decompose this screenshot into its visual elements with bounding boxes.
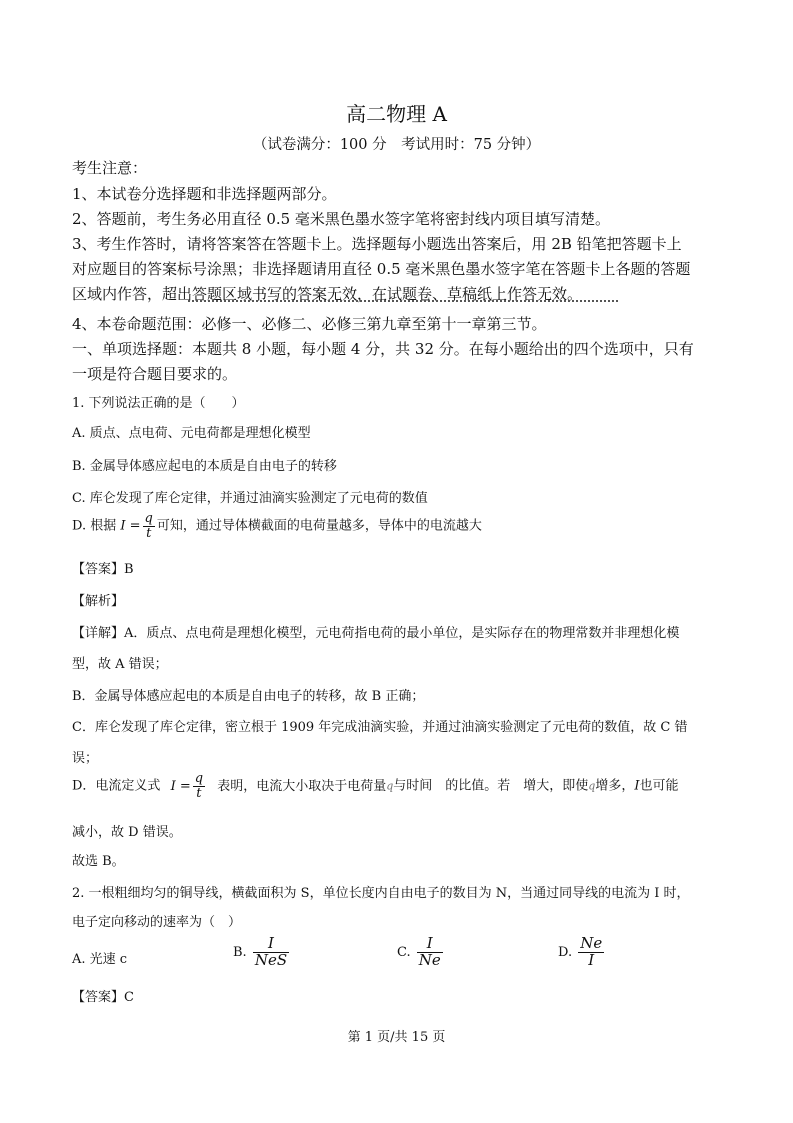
question-2-option-c	[397, 936, 445, 969]
fraction-denominator: NeS	[254, 950, 288, 969]
question-1-option-c: C. 库仑发现了库仑定律，并通过油滴实验测定了元电荷的数值	[72, 491, 428, 506]
fraction-i-over-ne	[417, 936, 443, 969]
detail-line-d	[72, 772, 679, 800]
symbol-q: q	[386, 779, 394, 793]
detail-d-text: 也可能	[639, 778, 679, 794]
section-heading: 一、单项选择题：本题共 8 小题，每小题 4 分，共 32 分。在每小题给出的四个选项中，只有	[72, 340, 694, 358]
fraction-numerator: I	[417, 936, 443, 953]
detail-d-text: 与时间 的比值。若 增大，即使	[393, 778, 589, 794]
formula-lhs: I =	[120, 518, 141, 534]
page-footer: 第 1 页/共 15 页	[347, 1030, 446, 1045]
notice-line: 3、考生作答时，请将答案答在答题卡上。选择题每小题选出答案后，用 2B 铅笔把答题卡上	[72, 235, 682, 253]
question-1-option-d	[72, 512, 482, 540]
option-label: D.	[558, 944, 573, 960]
fraction-i-over-nes	[253, 936, 289, 969]
detail-d-text: 增多，	[595, 778, 635, 794]
fraction-numerator: I	[253, 936, 289, 953]
question-2-stem: 2. 一根粗细均匀的铜导线，横截面积为 S，单位长度内自由电子的数目为 N，当通过同导线的电流为 I 时，	[72, 886, 690, 901]
final-choice: 故选 B。	[72, 854, 125, 869]
fraction-numerator: q	[194, 771, 204, 786]
detail-line: 【详解】A．质点、点电荷是理想化模型，元电荷指电荷的最小单位，是实际存在的物理常数并非理想化模	[72, 626, 680, 641]
option-label: C.	[397, 944, 411, 960]
question-2-option-a: A. 光速 c	[72, 952, 128, 967]
fraction-numerator: Ne	[580, 934, 603, 952]
detail-d-prefix: D．电流定义式	[72, 778, 161, 794]
symbol-q: q	[588, 779, 596, 793]
fraction-denominator: t	[146, 525, 152, 541]
notice-line: 1、本试卷分选择题和非选择题两部分。	[72, 185, 337, 203]
detail-line: C．库仑发现了库仑定律，密立根于 1909 年完成油滴实验，并通过油滴实验测定了元电荷的数值，故 C 错	[72, 720, 688, 735]
analysis-label: 【解析】	[72, 594, 125, 609]
detail-line: 减小，故 D 错误。	[72, 825, 182, 840]
section-heading: 一项是符合题目要求的。	[72, 365, 238, 383]
fraction-q-over-t	[143, 512, 155, 540]
answer-label: 【答案】C	[72, 990, 134, 1005]
question-2-option-b	[233, 936, 291, 969]
notice-line: 4、本卷命题范围：必修一、必修二、必修三第九章至第十一章第三节。	[72, 315, 547, 333]
notice-line: 对应题目的答案标号涂黑；非选择题请用直径 0.5 毫米黑色墨水签字笔在答题卡上各题的答题	[72, 260, 691, 278]
question-2-stem: 电子定向移动的速率为（ ）	[72, 915, 242, 930]
dotted-separator	[188, 300, 618, 304]
detail-line: 型，故 A 错误；	[72, 657, 168, 672]
notice-line: 2、答题前，考生务必用直径 0.5 毫米黑色墨水签字笔将密封线内项目填写清楚。	[72, 210, 610, 228]
question-1-option-a: A. 质点、点电荷、元电荷都是理想化模型	[72, 426, 311, 441]
option-label: B.	[233, 944, 247, 960]
question-2-option-d	[558, 936, 606, 969]
option-d-text: 可知，通过导体横截面的电荷量越多，导体中的电流越大	[156, 518, 482, 534]
fraction-numerator: q	[144, 511, 153, 526]
fraction-denominator: t	[196, 785, 202, 801]
fraction-q-over-t	[193, 772, 205, 800]
notice-line: 区域内作答，超出答题区域书写的答案无效，在试题卷、草稿纸上作答无效。	[72, 285, 583, 303]
notice-heading: 考生注意：	[72, 159, 148, 177]
exam-info: （试卷满分：100 分 考试用时：75 分钟）	[252, 137, 541, 153]
symbol-i: I	[634, 778, 640, 794]
detail-d-text: 表明，电流大小取决于电荷量	[217, 778, 387, 794]
detail-line: B．金属导体感应起电的本质是自由电子的转移，故 B 正确；	[72, 689, 425, 704]
question-1-stem: 1. 下列说法正确的是（ ）	[72, 396, 245, 411]
fraction-denominator: Ne	[418, 950, 441, 969]
answer-label: 【答案】B	[72, 562, 134, 577]
fraction-ne-over-i	[578, 936, 604, 969]
formula-lhs: I =	[170, 778, 191, 794]
fraction-denominator: I	[588, 950, 595, 969]
option-d-prefix: D. 根据	[72, 518, 117, 534]
question-1-option-b: B. 金属导体感应起电的本质是自由电子的转移	[72, 459, 337, 474]
detail-line: 误；	[72, 751, 99, 766]
page-title: 高二物理 A	[346, 102, 447, 126]
